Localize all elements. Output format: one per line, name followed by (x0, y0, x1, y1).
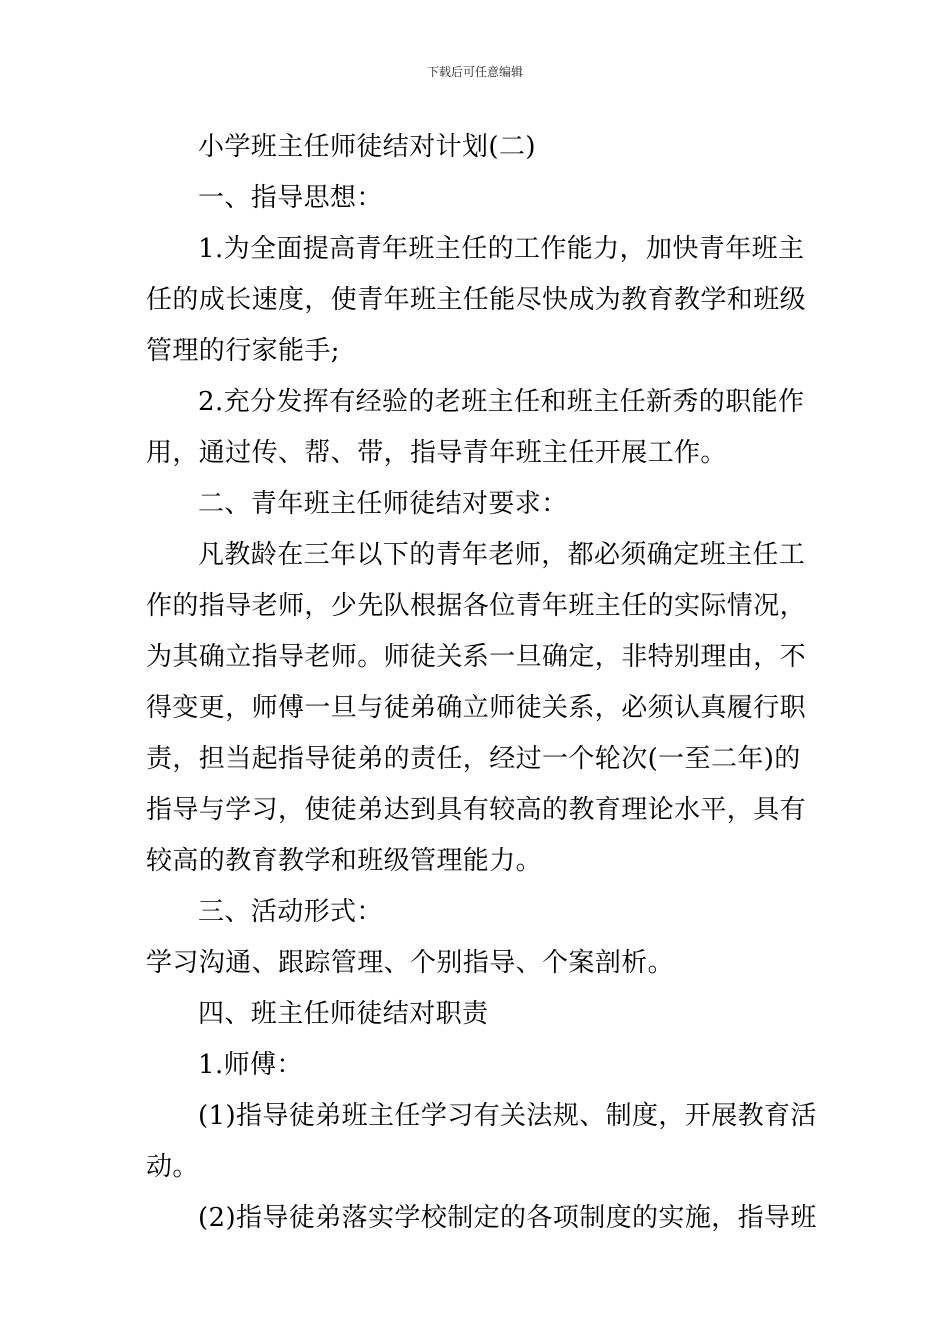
document-line: 学习沟通、跟踪管理、个别指导、个案剖析。 (146, 948, 675, 978)
document-line: 得变更，师傅一旦与徒弟确立师徒关系，必须认真履行职 (146, 693, 807, 723)
document-line: 小学班主任师徒结对计划(二) (198, 132, 536, 162)
page-header-note: 下载后可任意编辑 (426, 65, 523, 79)
document-line: (1)指导徒弟班主任学习有关法规、制度，开展教育活 (198, 1101, 817, 1131)
document-line: 2.充分发挥有经验的老班主任和班主任新秀的职能作 (198, 387, 805, 417)
document-line: 三、活动形式： (198, 897, 383, 927)
document-line: 任的成长速度，使青年班主任能尽快成为教育教学和班级 (146, 285, 807, 315)
document-line: (2)指导徒弟落实学校制定的各项制度的实施，指导班 (198, 1203, 817, 1233)
document-line: 一、指导思想： (198, 183, 383, 213)
document-line: 二、青年班主任师徒结对要求： (198, 489, 568, 519)
document-line: 1.为全面提高青年班主任的工作能力，加快青年班主 (198, 234, 805, 264)
document-body (146, 122, 817, 1244)
document-line: 为其确立指导老师。师徒关系一旦确定，非特别理由，不 (146, 642, 807, 672)
document-line: 四、班主任师徒结对职责 (198, 999, 489, 1029)
document-line: 凡教龄在三年以下的青年老师，都必须确定班主任工 (198, 540, 806, 570)
document-line: 用，通过传、帮、带，指导青年班主任开展工作。 (146, 438, 727, 468)
document-line: 管理的行家能手; (146, 336, 340, 366)
document-line: 指导与学习，使徒弟达到具有较高的教育理论水平，具有 (146, 795, 807, 825)
document-line: 责，担当起指导徒弟的责任，经过一个轮次(一至二年)的 (146, 744, 801, 774)
document-line: 作的指导老师，少先队根据各位青年班主任的实际情况， (146, 591, 807, 621)
document-line: 动。 (146, 1152, 199, 1182)
document-line: 1.师傅： (198, 1050, 303, 1080)
document-line: 较高的教育教学和班级管理能力。 (146, 846, 543, 876)
